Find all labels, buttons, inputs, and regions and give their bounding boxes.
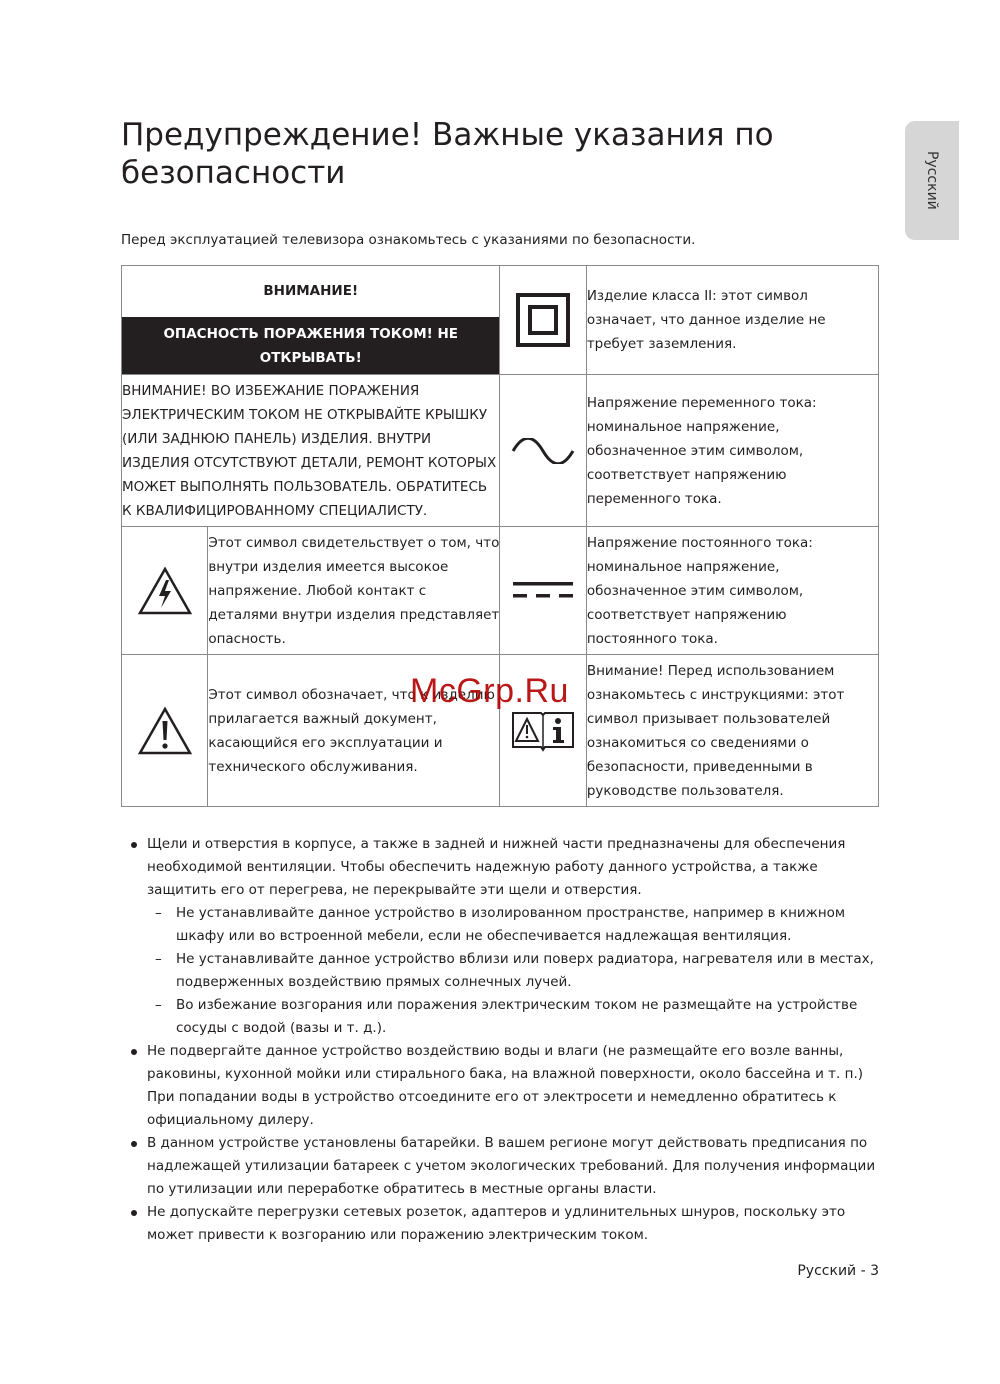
bullet-text: Не подвергайте данное устройство воздействию воды и влаги (не размещайте его возле ванны, раковины, кухонной мойки или стирального бака, на влажной поверхности, около бассейна и т. п.) При попадании воды в устройство отсоедините его от электросети и немедленно обратитесь к официальному дилеру. (147, 1043, 864, 1128)
sub-bullet-enclosed-space (121, 902, 881, 948)
page-footer: Русский - 3 (797, 1263, 879, 1279)
dc-current-icon (511, 579, 575, 603)
exclamation-warning-triangle-icon (137, 706, 193, 756)
lightning-warning-triangle-icon (137, 566, 193, 616)
sub-bullet-text: Не устанавливайте данное устройство в изолированном пространстве, например в книжном шкафу или во встроенной мебели, если не обеспечивается надлежащая вентиляция. (176, 905, 846, 944)
exclamation-description: Этот символ обозначает, что к изделию прилагается важный документ, касающийся его эксплуатации и технического обслуживания. (208, 655, 500, 807)
bullet-batteries (121, 1132, 881, 1201)
bullet-text: Щели и отверстия в корпусе, а также в задней и нижней части предназначены для обеспечения необходимой вентиляции. Чтобы обеспечить надежную работу данного устройства, а также защитить его от перегрева, не перекрывайте эти щели и отверстия. (147, 836, 846, 898)
dash-marker: – (155, 951, 162, 967)
class-ii-double-square-icon (516, 293, 570, 347)
bullet-dot (131, 1049, 137, 1055)
dash-marker: – (155, 905, 162, 921)
bullet-dot (131, 1210, 137, 1216)
bullet-text: Не допускайте перегрузки сетевых розеток, адаптеров и удлинительных шнуров, поскольку это может привести к возгоранию или поражению электрическим током. (147, 1204, 846, 1243)
dc-symbol-cell (500, 527, 586, 655)
read-manual-book-icon (510, 709, 576, 753)
bullet-water-moisture (121, 1040, 881, 1132)
class2-symbol-cell (500, 266, 586, 375)
lightning-description: Этот символ свидетельствует о том, что внутри изделия имеется высокое напряжение. Любой контакт с деталями внутри изделия представляет опасность. (208, 527, 500, 655)
bullet-dot (131, 1141, 137, 1147)
sub-bullet-text: Не устанавливайте данное устройство вблизи или поверх радиатора, нагревателя или в местах, подверженных воздействию прямых солнечных лучей. (176, 951, 874, 990)
ac-sine-wave-icon (511, 438, 575, 464)
safety-bullet-list (121, 833, 881, 1247)
language-side-tab[interactable] (905, 121, 959, 240)
ac-description: Напряжение переменного тока: номинальное напряжение, обозначенное этим символом, соответствует напряжению переменного тока. (586, 375, 878, 527)
page-title: Предупреждение! Важные указания по безопасности (121, 117, 774, 191)
sub-bullet-water-vessels (121, 994, 881, 1040)
watermark-text: McGrp.Ru (410, 672, 569, 710)
danger-heading: ОПАСНОСТЬ ПОРАЖЕНИЯ ТОКОМ! НЕ ОТКРЫВАТЬ! (122, 317, 499, 374)
lightning-symbol-cell (122, 527, 208, 655)
sub-bullet-heat-sources (121, 948, 881, 994)
warning-caps-text: ВНИМАНИЕ! ВО ИЗБЕЖАНИЕ ПОРАЖЕНИЯ ЭЛЕКТРИЧЕСКИМ ТОКОМ НЕ ОТКРЫВАЙТЕ КРЫШКУ (ИЛИ ЗАДНЮЮ ПАНЕЛЬ) ИЗДЕЛИЯ. ВНУТРИ ИЗДЕЛИЯ ОТСУТСТВУЮТ ДЕТАЛИ, РЕМОНТ КОТОРЫХ МОЖЕТ ВЫПОЛНЯТЬ ПОЛЬЗОВАТЕЛЬ. ОБРАТИТЕСЬ К КВАЛИФИЦИРОВАННОМУ СПЕЦИАЛИСТУ. (122, 375, 500, 527)
language-side-tab-label: Русский (924, 151, 940, 210)
ac-symbol-cell (500, 375, 586, 527)
attention-cell (122, 266, 500, 375)
bullet-dot (131, 842, 137, 848)
exclamation-symbol-cell (122, 655, 208, 807)
dc-description: Напряжение постоянного тока: номинальное напряжение, обозначенное этим символом, соответствует напряжению постоянного тока. (586, 527, 878, 655)
bullet-overload (121, 1201, 881, 1247)
class2-description: Изделие класса II: этот символ означает, что данное изделие не требует заземления. (586, 266, 878, 375)
safety-symbols-table (121, 265, 879, 807)
intro-text: Перед эксплуатацией телевизора ознакомьтесь с указаниями по безопасности. (121, 232, 696, 248)
manual-description: Внимание! Перед использованием ознакомьтесь с инструкциями: этот символ призывает пользователей ознакомиться со сведениями о безопасности, приведенными в руководстве пользователя. (586, 655, 878, 807)
bullet-ventilation (121, 833, 881, 902)
dash-marker: – (155, 997, 162, 1013)
attention-heading: ВНИМАНИЕ! (263, 283, 359, 299)
sub-bullet-text: Во избежание возгорания или поражения электрическим током не размещайте на устройстве сосуды с водой (вазы и т. д.). (176, 997, 858, 1036)
bullet-text: В данном устройстве установлены батарейки. В вашем регионе могут действовать предписания по надлежащей утилизации батареек с учетом экологических требований. Для получения информации по утилизации или переработке обратитесь в местные органы власти. (147, 1135, 876, 1197)
